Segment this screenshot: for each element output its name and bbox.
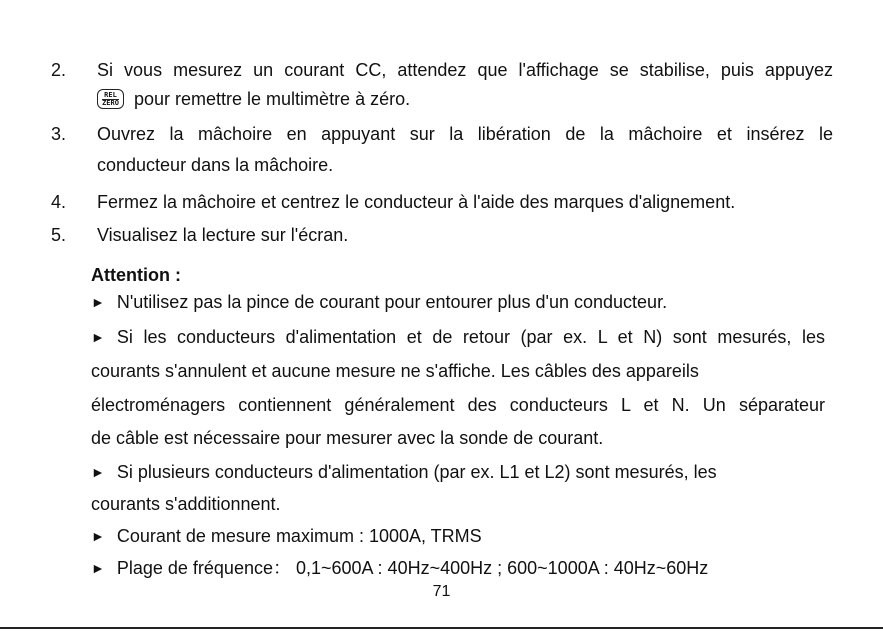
attention-bullet: ► Si plusieurs conducteurs d'alimentation (par ex. L1 et L2) sont mesurés, les (91, 462, 717, 482)
step-text-line: conducteur dans la mâchoire. (97, 155, 334, 175)
step-text-line: Visualisez la lecture sur l'écran. (97, 225, 349, 245)
step-number: 3. (51, 124, 67, 144)
attention-bullet: ► N'utilisez pas la pince de courant pour entourer plus d'un conducteur. (91, 292, 668, 312)
rel-zero-key-icon: REL ZERO (97, 89, 124, 109)
step-text-line: Si vous mesurez un courant CC, attendez que l'affichage se stabilise, puis appuyez (97, 60, 833, 80)
step-number: 2. (51, 60, 67, 80)
bullet-arrow-icon: ► (91, 528, 105, 544)
step-text: pour remettre le multimètre à zéro. (134, 89, 411, 109)
step-number: 4. (51, 192, 67, 212)
attention-text-line: courants s'additionnent. (91, 494, 281, 514)
attention-text-line: courants s'annulent et aucune mesure ne s'affiche. Les câbles des appareils (91, 361, 699, 381)
attention-bullet: ► Si les conducteurs d'alimentation et de retour (par ex. L et N) sont mesurés, les (91, 327, 825, 347)
attention-bullet: ► Plage de fréquence： 0,1~600A : 40Hz~400Hz ; 600~1000A : 40Hz~60Hz (91, 558, 709, 578)
attention-text-line: de câble est nécessaire pour mesurer avec la sonde de courant. (91, 428, 604, 448)
step-text-line-with-key (97, 87, 410, 111)
attention-bullet: ► Courant de mesure maximum : 1000A, TRMS (91, 526, 482, 546)
step-number: 5. (51, 225, 67, 245)
bullet-arrow-icon: ► (91, 464, 105, 480)
bullet-arrow-icon: ► (91, 294, 105, 310)
page-number: 71 (432, 583, 451, 600)
step-text-line: Ouvrez la mâchoire en appuyant sur la libération de la mâchoire et insérez le (97, 124, 833, 144)
attention-heading: Attention : (91, 265, 181, 285)
step-text-line: Fermez la mâchoire et centrez le conducteur à l'aide des marques d'alignement. (97, 192, 736, 212)
bullet-arrow-icon: ► (91, 329, 105, 345)
bottom-divider (0, 627, 883, 629)
attention-text-line: électroménagers contiennent généralement des conducteurs L et N. Un séparateur (91, 395, 825, 415)
bullet-arrow-icon: ► (91, 560, 105, 576)
